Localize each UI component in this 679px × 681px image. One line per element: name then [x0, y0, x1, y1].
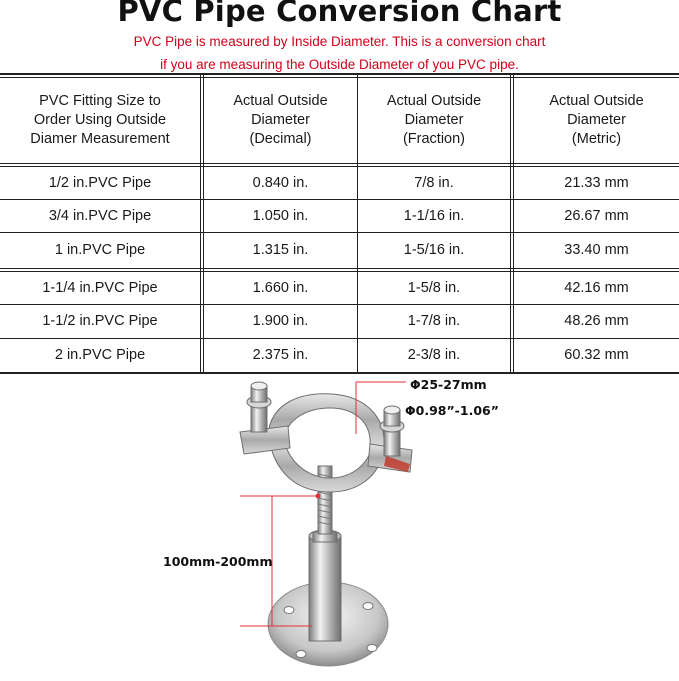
pipe-clamp-illustration: [0, 374, 679, 676]
table-rule: [0, 163, 679, 164]
table-cell: 1-1/2 in.PVC Pipe: [42, 313, 158, 329]
table-cell: 1-1/4 in.PVC Pipe: [42, 279, 158, 296]
table-cell: 33.40 mm: [564, 242, 629, 258]
table-cell: 2 in.PVC Pipe: [54, 347, 146, 363]
header-line: (Fraction): [402, 131, 466, 147]
header-line: PVC Fitting Size to: [39, 93, 161, 109]
table-cell: 1.660 in.: [252, 279, 309, 296]
diameter-inch-label: Φ0.98”-1.06”: [405, 403, 499, 418]
table-column-rule: [200, 73, 201, 374]
table-cell: 1.050 in.: [252, 207, 309, 224]
header-fraction: [358, 78, 510, 163]
subtitle-line-2: if you are measuring the Outside Diameter of you PVC pipe.: [160, 57, 519, 72]
table-cell: 1 in.PVC Pipe: [54, 242, 146, 258]
table-cell: 1-1/16 in.: [403, 207, 465, 224]
table-cell: 2.375 in.: [252, 347, 309, 363]
screw-hole: [363, 603, 373, 610]
table-rule: [0, 73, 679, 75]
hex-socket-icon: [251, 382, 267, 390]
table-cell: 60.32 mm: [564, 347, 629, 363]
page-title: PVC Pipe Conversion Chart: [117, 0, 562, 28]
table-cell: 1-5/8 in.: [407, 279, 461, 296]
table-cell: 0.840 in.: [252, 174, 309, 191]
screw-hole: [367, 645, 377, 652]
header-line: Actual Outside: [386, 93, 482, 109]
table-cell: 1-7/8 in.: [407, 313, 461, 329]
diameter-mm-label: Φ25-27mm: [410, 377, 487, 392]
height-range-label: 100mm-200mm: [163, 554, 273, 569]
screw-hole: [284, 607, 294, 614]
header-fitting-size: [0, 78, 200, 163]
conversion-table: [0, 73, 679, 374]
header-line: Order Using Outside: [33, 112, 167, 128]
table-cell: 2-3/8 in.: [407, 347, 461, 363]
table-cell: 1-5/16 in.: [403, 242, 465, 258]
table-cell: 1/2 in.PVC Pipe: [48, 174, 152, 191]
screw-hole: [296, 651, 306, 658]
header-line: Diameter: [404, 112, 464, 128]
table-cell: 7/8 in.: [414, 174, 454, 191]
header-line: Diameter: [567, 112, 626, 128]
header-line: Actual Outside: [549, 93, 644, 109]
support-sleeve: [309, 536, 341, 641]
table-cell: 26.67 mm: [564, 207, 629, 224]
table-cell: 21.33 mm: [564, 174, 629, 191]
measure-point: [316, 494, 321, 499]
table-rule: [0, 268, 679, 269]
table-cell: 3/4 in.PVC Pipe: [48, 207, 152, 224]
table-cell: 1.900 in.: [252, 313, 309, 329]
header-line: Diameter: [251, 112, 310, 128]
table-column-rule: [510, 73, 511, 374]
header-metric: [514, 78, 679, 163]
header-line: (Decimal): [249, 131, 312, 147]
table-cell: 48.26 mm: [564, 313, 629, 329]
subtitle-line-1: PVC Pipe is measured by Inside Diameter. This is a conversion chart: [133, 34, 546, 49]
table-cell: 1.315 in.: [252, 242, 309, 258]
table-cell: 42.16 mm: [564, 279, 629, 296]
pipe-clamp-diagram: [0, 374, 679, 676]
header-decimal: [204, 78, 357, 163]
hex-socket-icon: [384, 406, 400, 414]
header-line: Diamer Measurement: [30, 131, 170, 147]
header-line: Actual Outside: [233, 93, 328, 109]
header-line: (Metric): [571, 131, 622, 147]
